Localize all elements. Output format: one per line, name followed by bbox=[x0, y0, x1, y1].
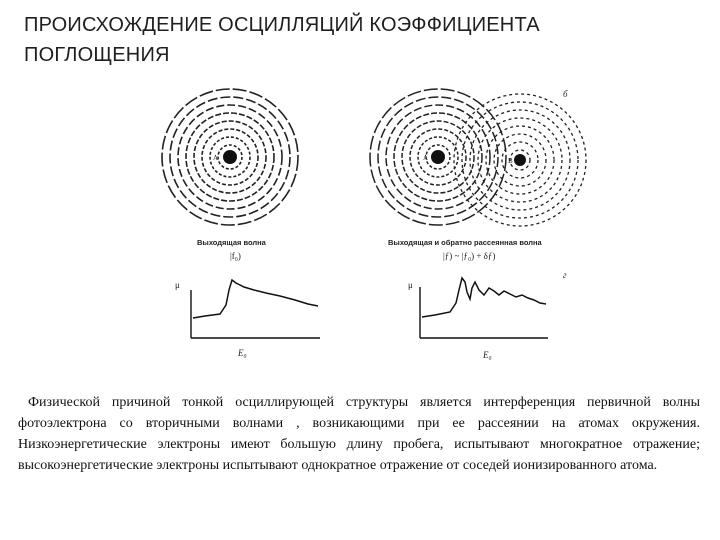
atom-a-label-right: A bbox=[423, 154, 429, 162]
panel-d-letter: г bbox=[563, 270, 567, 280]
right-y-axis-label: μ bbox=[408, 280, 413, 290]
scattering-atom bbox=[514, 154, 526, 166]
explanation-text: Физической причиной тонкой осциллирующей структуры является интерференция первичной волны фотоэлектрона со вторичными волнами , возникающими при ее рассеянии на атомах окружения. Низкоэнергетические электроны имеют большую длину пробега, испытывают многократное отражение; высокоэнергетические электроны испытывают однократное отражение от соседей ионизированного атома. bbox=[18, 395, 700, 473]
title-line-1: ПРОИСХОЖДЕНИЕ ОСЦИЛЛЯЦИЙ КОЭФФИЦИЕНТА bbox=[24, 14, 540, 36]
left-caption: Выходящая волна bbox=[197, 238, 266, 247]
right-x-axis-label: E₀ bbox=[483, 350, 492, 360]
left-x-axis-label: E₀ bbox=[238, 348, 247, 358]
right-formula: |ƒ) ~ |ƒ₀) + δƒ) bbox=[443, 251, 496, 261]
explanation-paragraph bbox=[18, 392, 700, 476]
absorbing-atom-right bbox=[431, 150, 445, 164]
right-absorption-plot bbox=[420, 278, 548, 338]
left-formula: |f₀) bbox=[230, 251, 241, 261]
right-caption: Выходящая и обратно рассеянная волна bbox=[388, 238, 542, 247]
panel-b-letter: б bbox=[563, 89, 568, 99]
atom-a-label-left: A bbox=[213, 154, 219, 162]
atom-b-label: B bbox=[508, 157, 513, 165]
title-line-2: ПОГЛОЩЕНИЯ bbox=[24, 44, 170, 66]
absorbing-atom-left bbox=[223, 150, 237, 164]
left-y-axis-label: μ bbox=[175, 280, 180, 290]
left-absorption-plot bbox=[191, 280, 320, 338]
